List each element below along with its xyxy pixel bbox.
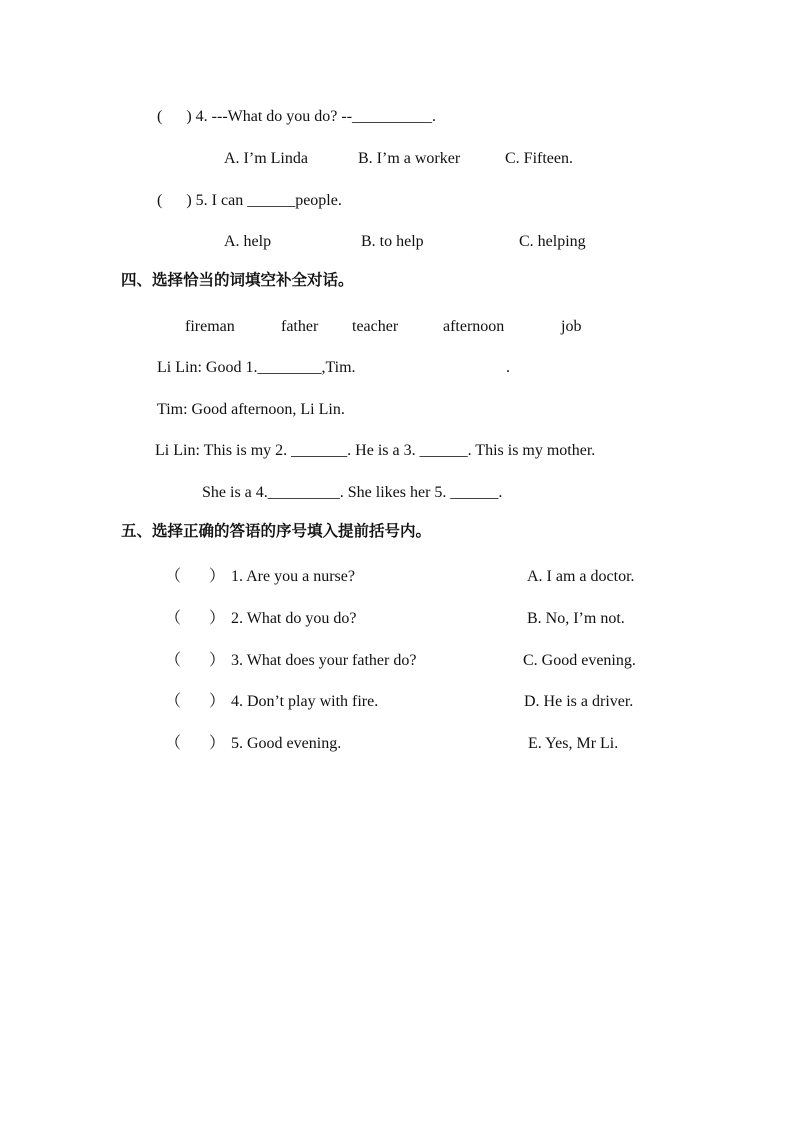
word-bank-item: afternoon [443,318,505,335]
q4-option-c: C. Fifteen. [505,150,573,167]
match-answer-a: A. I am a doctor. [527,568,635,585]
answer-bracket: （ ） [165,735,226,752]
match-answer-e: E. Yes, Mr Li. [528,735,619,752]
q5-option-a: A. help [224,233,272,250]
answer-bracket: （ ） [165,693,226,710]
answer-bracket: （ ） [165,610,226,627]
dialogue-line-3: Li Lin: This is my 2. _______. He is a 3. ______. This is my mother. [155,442,596,459]
word-bank-item: fireman [185,318,235,335]
match-question-3: 3. What does your father do? [231,652,417,669]
match-question-5: 5. Good evening. [231,735,342,752]
question-5: ( ) 5. I can ______people. [157,192,342,209]
word-bank-item: job [561,318,582,335]
stray-period: . [506,359,510,376]
q5-option-c: C. helping [519,233,586,250]
match-question-2: 2. What do you do? [231,610,357,627]
match-answer-d: D. He is a driver. [524,693,634,710]
match-answer-b: B. No, I’m not. [527,610,625,627]
question-4: ( ) 4. ---What do you do? --__________. [157,108,437,125]
section-5-heading: 五、选择正确的答语的序号填入提前括号内。 [121,522,432,540]
match-question-4: 4. Don’t play with fire. [231,693,379,710]
section-4-heading: 四、选择恰当的词填空补全对话。 [121,271,354,289]
word-bank-item: teacher [352,318,399,335]
answer-bracket: （ ） [165,652,226,669]
dialogue-line-2: Tim: Good afternoon, Li Lin. [157,401,345,418]
word-bank-item: father [281,318,319,335]
answer-bracket: （ ） [165,568,226,585]
q4-option-b: B. I’m a worker [358,150,461,167]
match-answer-c: C. Good evening. [523,652,636,669]
q5-option-b: B. to help [361,233,424,250]
match-question-1: 1. Are you a nurse? [231,568,355,585]
dialogue-line-4: She is a 4._________. She likes her 5. ______. [202,484,503,501]
q4-option-a: A. I’m Linda [224,150,308,167]
dialogue-line-1: Li Lin: Good 1.________,Tim. [157,359,356,376]
